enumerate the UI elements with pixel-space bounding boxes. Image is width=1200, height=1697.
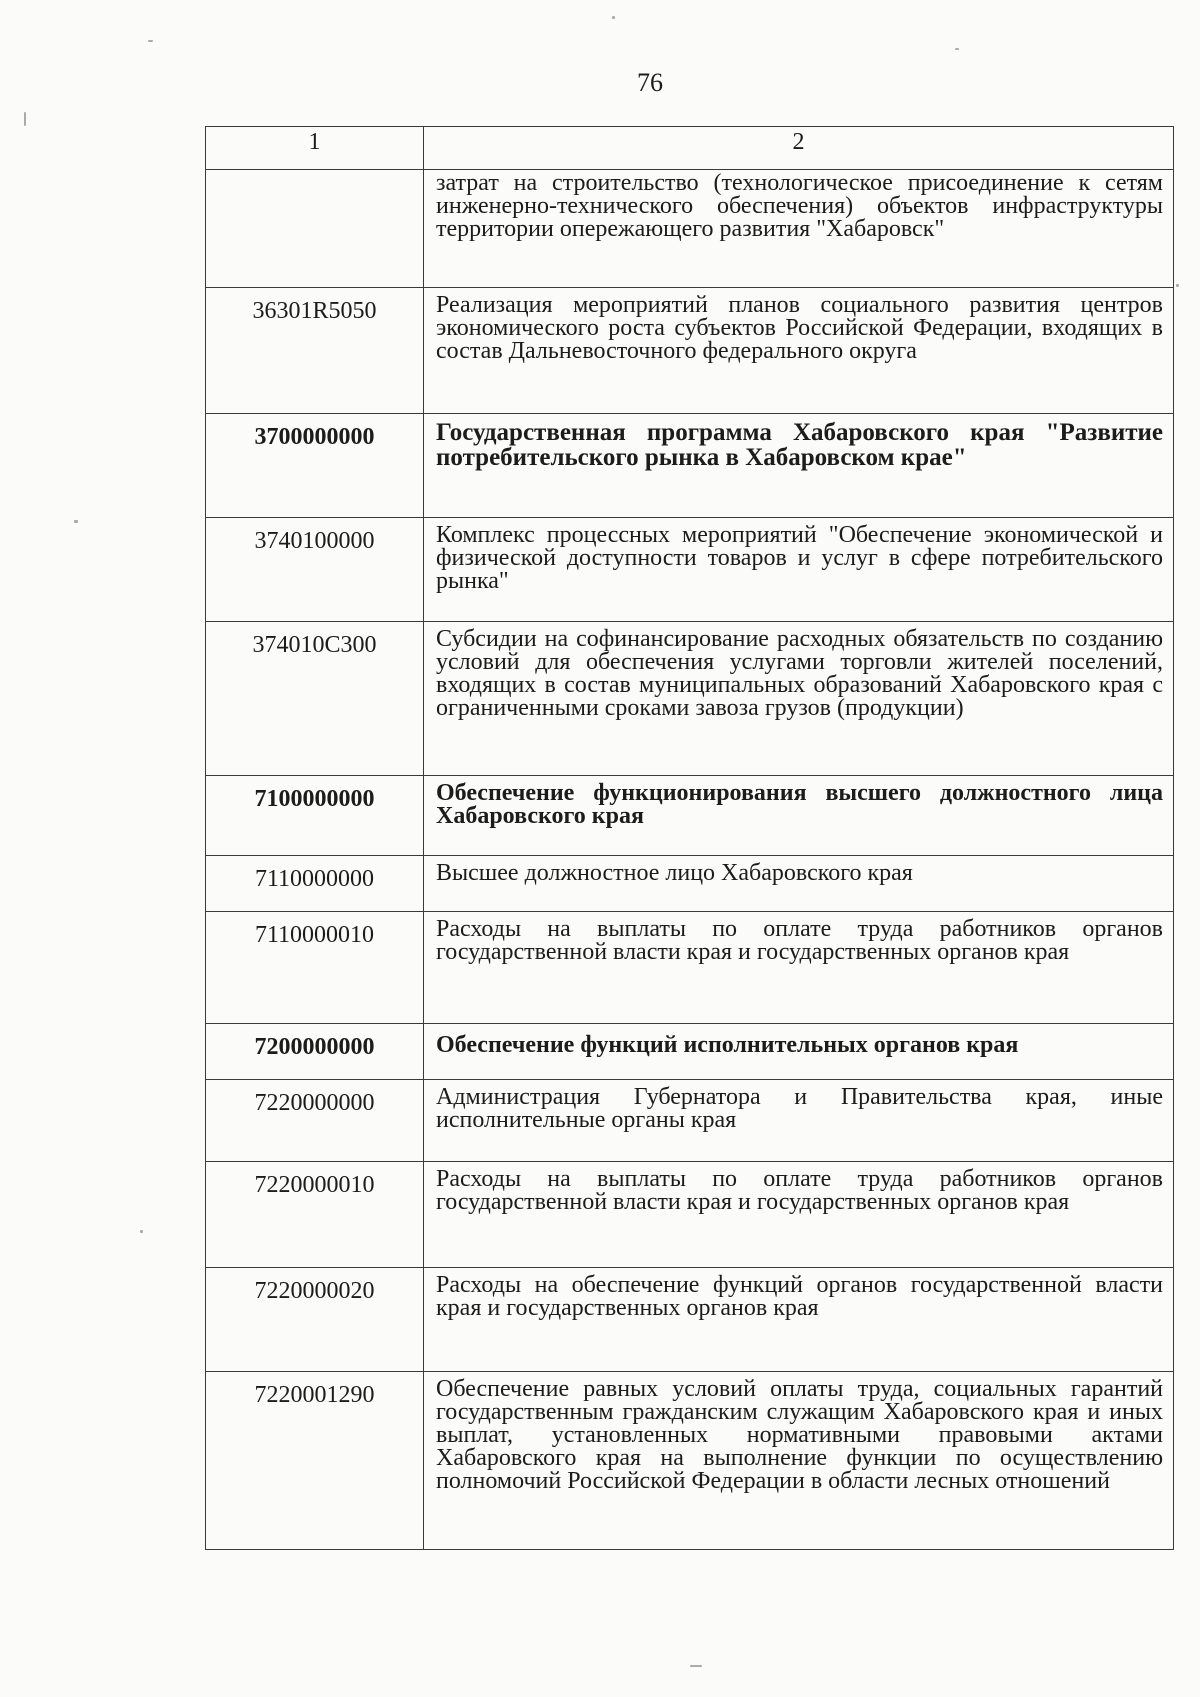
row-code: 374010С300: [206, 622, 424, 776]
row-description: Расходы на выплаты по оплате труда работников органов государственной власти края и государственных органов края: [424, 912, 1174, 1024]
table-header-row: [206, 127, 1174, 170]
scan-speck: [74, 520, 78, 523]
row-description: Администрация Губернатора и Правительства края, иные исполнительные органы края: [424, 1080, 1174, 1162]
table-row: [206, 912, 1174, 1024]
row-code: 7220000000: [206, 1080, 424, 1162]
scan-speck: [955, 48, 959, 50]
row-code: 7200000000: [206, 1024, 424, 1080]
budget-code-table: [205, 126, 1174, 1550]
table-row: [206, 1080, 1174, 1162]
table-row: [206, 1268, 1174, 1372]
row-code: [206, 170, 424, 288]
row-description: Обеспечение равных условий оплаты труда, социальных гарантий государственным гражданским служащим Хабаровского края и иных выплат, установленных нормативными правовыми актами Хабаровского края на выполнение функции по осуществлению полномочий Российской Федерации в области лесных отношений: [424, 1372, 1174, 1550]
row-description: Государственная программа Хабаровского края "Развитие потребительского рынка в Хабаровском крае": [424, 414, 1174, 518]
page-number: 76: [637, 68, 663, 97]
table-row: [206, 1372, 1174, 1550]
column-header-2: 2: [424, 127, 1174, 170]
row-description: Обеспечение функций исполнительных органов края: [424, 1024, 1174, 1080]
table-row: [206, 1024, 1174, 1080]
table-row: [206, 776, 1174, 856]
row-description: затрат на строительство (технологическое присоединение к сетям инженерно-технического обеспечения) объектов инфраструктуры территории опережающего развития "Хабаровск": [424, 170, 1174, 288]
scan-speck: [690, 1665, 702, 1667]
scan-speck: [140, 1230, 143, 1233]
row-code: 7220000020: [206, 1268, 424, 1372]
row-description: Обеспечение функционирования высшего должностного лица Хабаровского края: [424, 776, 1174, 856]
row-code: 7110000010: [206, 912, 424, 1024]
row-description: Комплекс процессных мероприятий "Обеспечение экономической и физической доступности товаров и услуг в сфере потребительского рынка": [424, 518, 1174, 622]
row-code: 36301R5050: [206, 288, 424, 414]
column-header-1: 1: [206, 127, 424, 170]
row-description: Высшее должностное лицо Хабаровского края: [424, 856, 1174, 912]
scan-speck: [612, 16, 615, 19]
table-row: [206, 1162, 1174, 1268]
row-code: 7100000000: [206, 776, 424, 856]
row-code: 7220000010: [206, 1162, 424, 1268]
scan-speck: [24, 112, 26, 126]
row-code: 7220001290: [206, 1372, 424, 1550]
row-code: 3740100000: [206, 518, 424, 622]
table-row: [206, 414, 1174, 518]
scan-speck: [1176, 284, 1179, 287]
row-code: 3700000000: [206, 414, 424, 518]
row-code: 7110000000: [206, 856, 424, 912]
table-row: [206, 518, 1174, 622]
scan-speck: [148, 40, 153, 42]
row-description: Расходы на выплаты по оплате труда работников органов государственной власти края и государственных органов края: [424, 1162, 1174, 1268]
row-description: Расходы на обеспечение функций органов государственной власти края и государственных органов края: [424, 1268, 1174, 1372]
row-description: Субсидии на софинансирование расходных обязательств по созданию условий для обеспечения услугами торговли жителей поселений, входящих в состав муниципальных образований Хабаровского края с ограниченными сроками завоза грузов (продукции): [424, 622, 1174, 776]
table-row: [206, 622, 1174, 776]
table-row: [206, 170, 1174, 288]
row-description: Реализация мероприятий планов социального развития центров экономического роста субъектов Российской Федерации, входящих в состав Дальневосточного федерального округа: [424, 288, 1174, 414]
table-row: [206, 288, 1174, 414]
table-row: [206, 856, 1174, 912]
